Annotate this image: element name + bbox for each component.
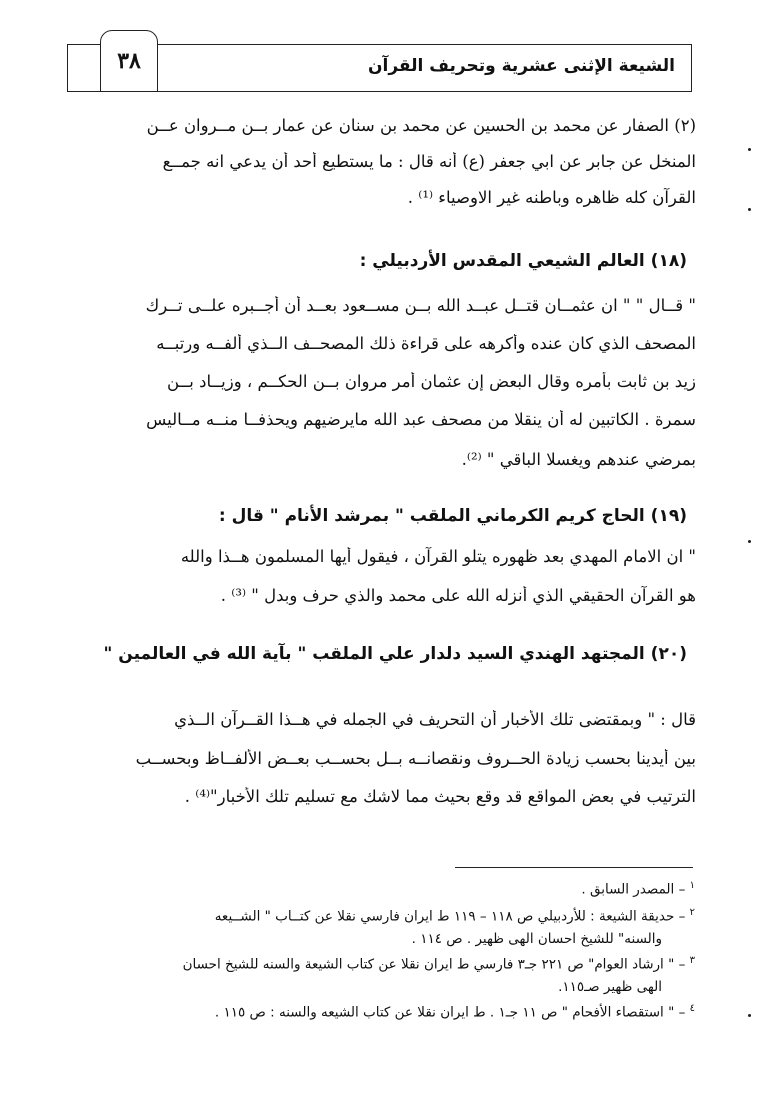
heading-19: (١٩) الحاج كريم الكرماني الملقب " بمرشد الأنام " قال : xyxy=(218,506,687,526)
para19-line-2: هو القرآن الحقيقي الذي أنزله الله على محمد والذي حرف وبدل " ⁽³⁾ . xyxy=(220,586,696,605)
para18-line-5: بمرضي عندهم ويغسلا الباقي " ⁽²⁾. xyxy=(461,450,696,469)
footnote-1 xyxy=(75,880,695,902)
para2-line-3: القرآن كله ظاهره وباطنه غير الاوصياء ⁽¹⁾ . xyxy=(407,188,696,207)
para19-line-1: " ان الامام المهدي بعد ظهوره يتلو القرآن ، فيقول أيها المسلمون هــذا والله xyxy=(180,547,696,566)
footnote-3-continuation: الهى ظهير صـ١١٥. xyxy=(558,979,662,995)
footnote-3 xyxy=(75,955,695,977)
footnote-2-continuation: والسنه" للشيخ احسان الهى ظهير . ص ١١٤ . xyxy=(411,931,662,947)
heading-20: (٢٠) المجتهد الهندي السيد دلدار علي الملقب " بآية الله في العالمين " xyxy=(103,644,687,664)
running-header-title: الشيعة الإثنى عشرية وتحريف القرآن xyxy=(368,56,675,76)
page-number: ٣٨ xyxy=(100,30,158,92)
footnote-4-number: ٤ xyxy=(689,1003,695,1014)
heading-18: (١٨) العالم الشيعي المقدس الأردبيلي : xyxy=(359,251,687,271)
footnote-4-text: – " استقصاء الأفحام " ص ١١ جـ١ . ط ايران نقلا عن كتاب الشيعه والسنه : ص ١١٥ . xyxy=(214,1004,686,1021)
para18-line-4: سمرة . الكاتبين له أن ينقلا من مصحف عبد الله مايرضيهم ويحذفــا منــه مــاليس xyxy=(146,410,696,429)
footnote-2-number: ٢ xyxy=(689,907,695,918)
scan-mark xyxy=(748,148,751,151)
para18-line-1: " قــال " " ان عثمــان قتــل عبــد الله بــن مســعود بعــد أن أجــبره علــى تــرك xyxy=(145,296,696,315)
scan-mark xyxy=(748,208,751,211)
footnote-1-text: – المصدر السابق . xyxy=(581,881,686,898)
footnote-2 xyxy=(75,907,695,929)
para18-line-2: المصحف الذي كان عنده وأكرهه على قراءة ذلك المصحــف الــذي ألفــه ورتبــه xyxy=(156,334,696,353)
scan-mark xyxy=(748,540,751,543)
para20-line-3: الترتيب في بعض المواقع قد وقع بحيث مما لاشك مع تسليم تلك الأخبار"⁽⁴⁾ . xyxy=(184,787,696,806)
footnote-2-text: – حديقة الشيعة : للأردبيلي ص ١١٨ – ١١٩ ط ايران فارسي نقلا عن كتــاب " الشــيعه xyxy=(214,908,686,925)
para2-line-1: (٢) الصفار عن محمد بن الحسين عن محمد بن سنان عن عمار بــن مــروان عــن xyxy=(146,116,696,135)
scan-mark xyxy=(748,1014,751,1017)
para2-line-2: المنخل عن جابر عن ابي جعفر (ع) أنه قال : ما يستطيع أحد أن يدعي انه جمــع xyxy=(162,152,696,171)
footnote-separator xyxy=(455,867,693,868)
para18-line-3: زيد بن ثابت بأمره وقال البعض إن عثمان أمر مروان بــن الحكــم ، وزيــاد بــن xyxy=(167,372,696,391)
footnote-1-number: ١ xyxy=(689,880,695,891)
footnote-3-number: ٣ xyxy=(689,955,695,966)
footnote-4 xyxy=(75,1003,695,1025)
para20-line-1: قال : " وبمقتضى تلك الأخبار أن التحريف في الجمله في هــذا القــرآن الــذي xyxy=(174,710,696,729)
footnote-3-text: – " ارشاد العوام" ص ٢٢١ جـ٣ فارسي ط ايران نقلا عن كتاب الشيعة والسنه للشيخ احسان xyxy=(182,956,686,973)
para20-line-2: بين أيدينا بحسب زيادة الحــروف ونقصانــه بــل بحســب بعــض الألفــاظ وبحســب xyxy=(135,749,696,768)
